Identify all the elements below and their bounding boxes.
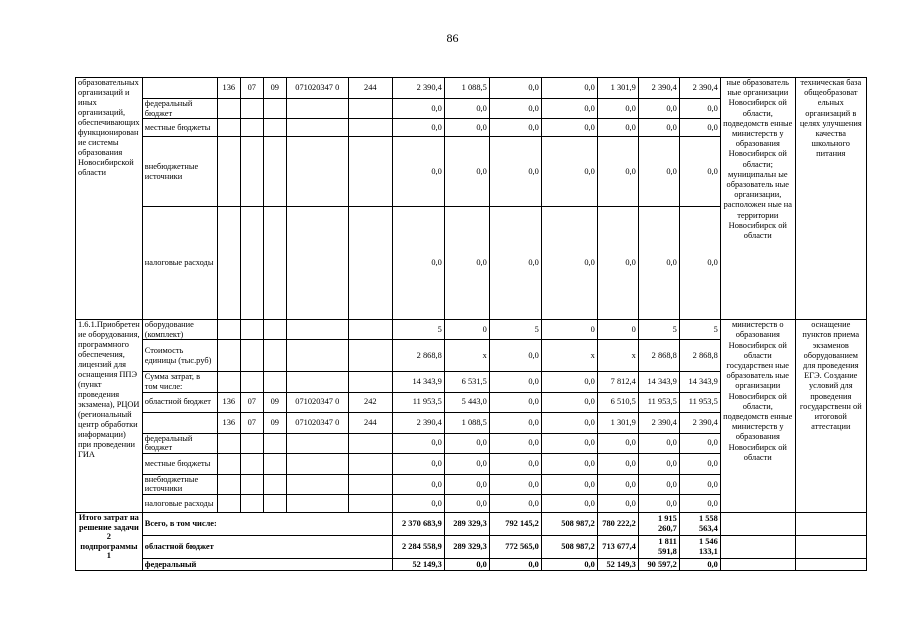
- rz-code: [240, 119, 263, 137]
- vr-code: [348, 119, 392, 137]
- row-label: областной бюджет: [142, 392, 217, 412]
- value-y1: 0,0: [444, 433, 489, 453]
- pr-code: [263, 453, 286, 474]
- value-y6: 5: [679, 320, 720, 340]
- value-y4: 1 301,9: [597, 78, 638, 99]
- value-total: 2 390,4: [392, 78, 444, 99]
- value-total: 0,0: [392, 119, 444, 137]
- budget-table: [75, 77, 867, 571]
- block1-row: [76, 78, 867, 99]
- value-y3: 0,0: [541, 453, 597, 474]
- value-y6: 0,0: [679, 474, 720, 494]
- totals-value-y6: 1 546 133,1: [679, 535, 720, 558]
- rz-code: [240, 320, 263, 340]
- totals-value-y1: 0,0: [444, 558, 489, 570]
- totals-value-y1: 289 329,3: [444, 512, 489, 535]
- csr-code: [286, 137, 348, 207]
- vr-code: [348, 340, 392, 372]
- value-y6: 0,0: [679, 137, 720, 207]
- csr-code: [286, 119, 348, 137]
- value-total: 0,0: [392, 453, 444, 474]
- row-label: местные бюджеты: [142, 119, 217, 137]
- grbs-code: [217, 372, 240, 392]
- pr-code: [263, 207, 286, 320]
- value-y1: 0,0: [444, 99, 489, 119]
- value-y4: 7 812,4: [597, 372, 638, 392]
- grbs-code: [217, 119, 240, 137]
- value-y1: 0,0: [444, 474, 489, 494]
- grbs-code: [217, 433, 240, 453]
- totals-value-y4: 52 149,3: [597, 558, 638, 570]
- csr-code: [286, 372, 348, 392]
- row-label: федеральный бюджет: [142, 99, 217, 119]
- grbs-code: [217, 99, 240, 119]
- value-y1: 1 088,5: [444, 78, 489, 99]
- pr-code: [263, 340, 286, 372]
- value-y2: 0,0: [489, 372, 541, 392]
- totals-value-y2: 0,0: [489, 558, 541, 570]
- rz-code: 07: [240, 412, 263, 433]
- value-y2: 0,0: [489, 474, 541, 494]
- totals-value-y2: 772 565,0: [489, 535, 541, 558]
- totals-row-label: федеральный: [142, 558, 392, 570]
- totals-value-y5: 1 811 591,8: [638, 535, 679, 558]
- totals-value-y5: 1 915 260,7: [638, 512, 679, 535]
- value-y6: 2 390,4: [679, 78, 720, 99]
- totals-value-y3: 0,0: [541, 558, 597, 570]
- value-total: 11 953,5: [392, 392, 444, 412]
- value-y1: 0,0: [444, 494, 489, 512]
- value-y6: 14 343,9: [679, 372, 720, 392]
- value-y4: 6 510,5: [597, 392, 638, 412]
- value-y1: 1 088,5: [444, 412, 489, 433]
- row-label: внебюджетные источники: [142, 137, 217, 207]
- value-total: 0,0: [392, 207, 444, 320]
- csr-code: [286, 433, 348, 453]
- totals-executor-empty: [720, 558, 795, 570]
- grbs-code: [217, 320, 240, 340]
- value-y1: 6 531,5: [444, 372, 489, 392]
- value-y2: 0,0: [489, 453, 541, 474]
- grbs-code: [217, 137, 240, 207]
- totals-executor-empty: [720, 535, 795, 558]
- totals-label: Итого затрат на решение задачи 2 подпрограммы 1: [76, 512, 143, 570]
- csr-code: [286, 207, 348, 320]
- pr-code: [263, 119, 286, 137]
- value-y5: 2 390,4: [638, 412, 679, 433]
- value-y5: 0,0: [638, 119, 679, 137]
- value-total: 5: [392, 320, 444, 340]
- value-y2: 0,0: [489, 340, 541, 372]
- page-number: 86: [446, 31, 459, 45]
- rz-code: [240, 207, 263, 320]
- value-y2: 0,0: [489, 392, 541, 412]
- value-y5: 0,0: [638, 433, 679, 453]
- value-y5: 0,0: [638, 474, 679, 494]
- pr-code: [263, 474, 286, 494]
- totals-value-total: 2 284 558,9: [392, 535, 444, 558]
- rz-code: [240, 453, 263, 474]
- value-y3: 0,0: [541, 137, 597, 207]
- pr-code: [263, 137, 286, 207]
- csr-code: [286, 474, 348, 494]
- totals-result-empty: [795, 512, 866, 535]
- value-y5: 0,0: [638, 137, 679, 207]
- totals-value-y3: 508 987,2: [541, 512, 597, 535]
- totals-row: [76, 512, 867, 535]
- totals-executor-empty: [720, 512, 795, 535]
- value-y6: 2 868,8: [679, 340, 720, 372]
- value-y2: 0,0: [489, 99, 541, 119]
- value-y3: 0: [541, 320, 597, 340]
- value-y2: 0,0: [489, 433, 541, 453]
- grbs-code: [217, 340, 240, 372]
- block2-executor: министерств о образования Новосибирск ой области государствен ные образователь ные организации Новосибирск ой области, подведомств енные министерств у образования Новосибирск ой области: [720, 320, 795, 513]
- vr-code: [348, 137, 392, 207]
- value-y4: 0,0: [597, 99, 638, 119]
- vr-code: [348, 207, 392, 320]
- value-y4: 0,0: [597, 137, 638, 207]
- grbs-code: [217, 494, 240, 512]
- value-y5: 0,0: [638, 453, 679, 474]
- value-y4: 0,0: [597, 433, 638, 453]
- totals-result-empty: [795, 535, 866, 558]
- value-y3: 0,0: [541, 119, 597, 137]
- value-y3: 0,0: [541, 392, 597, 412]
- value-total: 0,0: [392, 99, 444, 119]
- vr-code: [348, 433, 392, 453]
- totals-value-y5: 90 597,2: [638, 558, 679, 570]
- value-y3: 0,0: [541, 207, 597, 320]
- csr-code: [286, 320, 348, 340]
- value-total: 2 390,4: [392, 412, 444, 433]
- value-y5: 14 343,9: [638, 372, 679, 392]
- value-y1: 0,0: [444, 137, 489, 207]
- rz-code: [240, 372, 263, 392]
- value-y4: 0,0: [597, 494, 638, 512]
- value-y1: х: [444, 340, 489, 372]
- value-y1: 0,0: [444, 453, 489, 474]
- csr-code: 071020347 0: [286, 78, 348, 99]
- vr-code: 244: [348, 78, 392, 99]
- totals-result-empty: [795, 558, 866, 570]
- csr-code: [286, 99, 348, 119]
- row-label: местные бюджеты: [142, 453, 217, 474]
- totals-value-total: 2 370 683,9: [392, 512, 444, 535]
- vr-code: [348, 99, 392, 119]
- value-y2: 0,0: [489, 119, 541, 137]
- row-label: Сумма затрат, в том числе:: [142, 372, 217, 392]
- rz-code: [240, 474, 263, 494]
- rz-code: [240, 340, 263, 372]
- value-y3: 0,0: [541, 372, 597, 392]
- block2-description: 1.6.1.Приобретен ие оборудования, программного обеспечения, лицензий для оснащения ППЭ (пункт проведения экзамена), РЦОИ (региональный центр обработки информации) при проведении ГИА: [76, 320, 143, 513]
- totals-row-label: Всего, в том числе:: [142, 512, 392, 535]
- value-y4: х: [597, 340, 638, 372]
- vr-code: [348, 320, 392, 340]
- value-y2: 5: [489, 320, 541, 340]
- row-label: внебюджетные источники: [142, 474, 217, 494]
- value-y4: 0,0: [597, 119, 638, 137]
- pr-code: [263, 433, 286, 453]
- value-y4: 0: [597, 320, 638, 340]
- pr-code: [263, 372, 286, 392]
- totals-value-y3: 508 987,2: [541, 535, 597, 558]
- pr-code: 09: [263, 392, 286, 412]
- block2-result: оснащение пунктов приема экзаменов оборудованием для проведения ЕГЭ. Создание условий для проведения государственн ой итоговой аттестации: [795, 320, 866, 513]
- block1-result: техническая база общеобразоват ельных организаций в целях улучшения качества школьного питания: [795, 78, 866, 320]
- rz-code: [240, 99, 263, 119]
- grbs-code: [217, 474, 240, 494]
- value-y3: 0,0: [541, 99, 597, 119]
- value-y4: 0,0: [597, 207, 638, 320]
- grbs-code: 136: [217, 412, 240, 433]
- value-y5: 5: [638, 320, 679, 340]
- rz-code: [240, 137, 263, 207]
- row-label: федеральный бюджет: [142, 433, 217, 453]
- vr-code: [348, 474, 392, 494]
- block2-row: [76, 320, 867, 340]
- block1-description: образовательных организаций и иных организаций, обеспечивающих функционирован ие системы образования Новосибирской области: [76, 78, 143, 320]
- value-y2: 0,0: [489, 137, 541, 207]
- pr-code: [263, 320, 286, 340]
- totals-value-y1: 289 329,3: [444, 535, 489, 558]
- row-label: налоговые расходы: [142, 207, 217, 320]
- value-y5: 2 868,8: [638, 340, 679, 372]
- row-label: налоговые расходы: [142, 494, 217, 512]
- value-y5: 2 390,4: [638, 78, 679, 99]
- totals-value-y2: 792 145,2: [489, 512, 541, 535]
- value-y6: 0,0: [679, 99, 720, 119]
- totals-row: [76, 558, 867, 570]
- block1-executor: ные образователь ные организации Новосибирск ой области, подведомств енные министерств у образования Новосибирск ой области; муниципальн ые образователь ные организации, расположен ные на территории Новосибирск ой области: [720, 78, 795, 320]
- rz-code: 07: [240, 78, 263, 99]
- row-label: Стоимость единицы (тыс.руб): [142, 340, 217, 372]
- value-y3: 0,0: [541, 494, 597, 512]
- grbs-code: [217, 207, 240, 320]
- value-y2: 0,0: [489, 412, 541, 433]
- value-y5: 0,0: [638, 494, 679, 512]
- rz-code: 07: [240, 392, 263, 412]
- grbs-code: 136: [217, 78, 240, 99]
- grbs-code: [217, 453, 240, 474]
- vr-code: 244: [348, 412, 392, 433]
- value-y5: 0,0: [638, 99, 679, 119]
- value-y3: 0,0: [541, 412, 597, 433]
- row-label: [142, 78, 217, 99]
- value-y1: 0,0: [444, 207, 489, 320]
- value-y1: 5 443,0: [444, 392, 489, 412]
- value-total: 0,0: [392, 433, 444, 453]
- grbs-code: 136: [217, 392, 240, 412]
- value-y5: 11 953,5: [638, 392, 679, 412]
- value-total: 0,0: [392, 494, 444, 512]
- value-y4: 1 301,9: [597, 412, 638, 433]
- csr-code: [286, 340, 348, 372]
- value-y6: 0,0: [679, 494, 720, 512]
- totals-value-total: 52 149,3: [392, 558, 444, 570]
- value-y4: 0,0: [597, 474, 638, 494]
- rz-code: [240, 433, 263, 453]
- totals-value-y6: 1 558 563,4: [679, 512, 720, 535]
- value-y6: 2 390,4: [679, 412, 720, 433]
- value-y1: 0: [444, 320, 489, 340]
- row-label: [142, 412, 217, 433]
- value-total: 2 868,8: [392, 340, 444, 372]
- pr-code: [263, 494, 286, 512]
- pr-code: 09: [263, 412, 286, 433]
- vr-code: 242: [348, 392, 392, 412]
- csr-code: [286, 494, 348, 512]
- pr-code: [263, 99, 286, 119]
- value-y6: 0,0: [679, 433, 720, 453]
- value-total: 0,0: [392, 474, 444, 494]
- value-y6: 0,0: [679, 453, 720, 474]
- value-y2: 0,0: [489, 494, 541, 512]
- totals-row: [76, 535, 867, 558]
- totals-row-label: областной бюджет: [142, 535, 392, 558]
- value-total: 0,0: [392, 137, 444, 207]
- value-y5: 0,0: [638, 207, 679, 320]
- vr-code: [348, 494, 392, 512]
- totals-value-y4: 713 677,4: [597, 535, 638, 558]
- row-label: оборудование (комплект): [142, 320, 217, 340]
- value-y2: 0,0: [489, 207, 541, 320]
- csr-code: 071020347 0: [286, 392, 348, 412]
- value-y6: 11 953,5: [679, 392, 720, 412]
- vr-code: [348, 453, 392, 474]
- value-y1: 0,0: [444, 119, 489, 137]
- rz-code: [240, 494, 263, 512]
- value-y3: х: [541, 340, 597, 372]
- csr-code: 071020347 0: [286, 412, 348, 433]
- vr-code: [348, 372, 392, 392]
- value-total: 14 343,9: [392, 372, 444, 392]
- value-y2: 0,0: [489, 78, 541, 99]
- pr-code: 09: [263, 78, 286, 99]
- totals-value-y6: 0,0: [679, 558, 720, 570]
- totals-value-y4: 780 222,2: [597, 512, 638, 535]
- value-y3: 0,0: [541, 78, 597, 99]
- csr-code: [286, 453, 348, 474]
- value-y6: 0,0: [679, 207, 720, 320]
- value-y3: 0,0: [541, 474, 597, 494]
- value-y6: 0,0: [679, 119, 720, 137]
- value-y4: 0,0: [597, 453, 638, 474]
- value-y3: 0,0: [541, 433, 597, 453]
